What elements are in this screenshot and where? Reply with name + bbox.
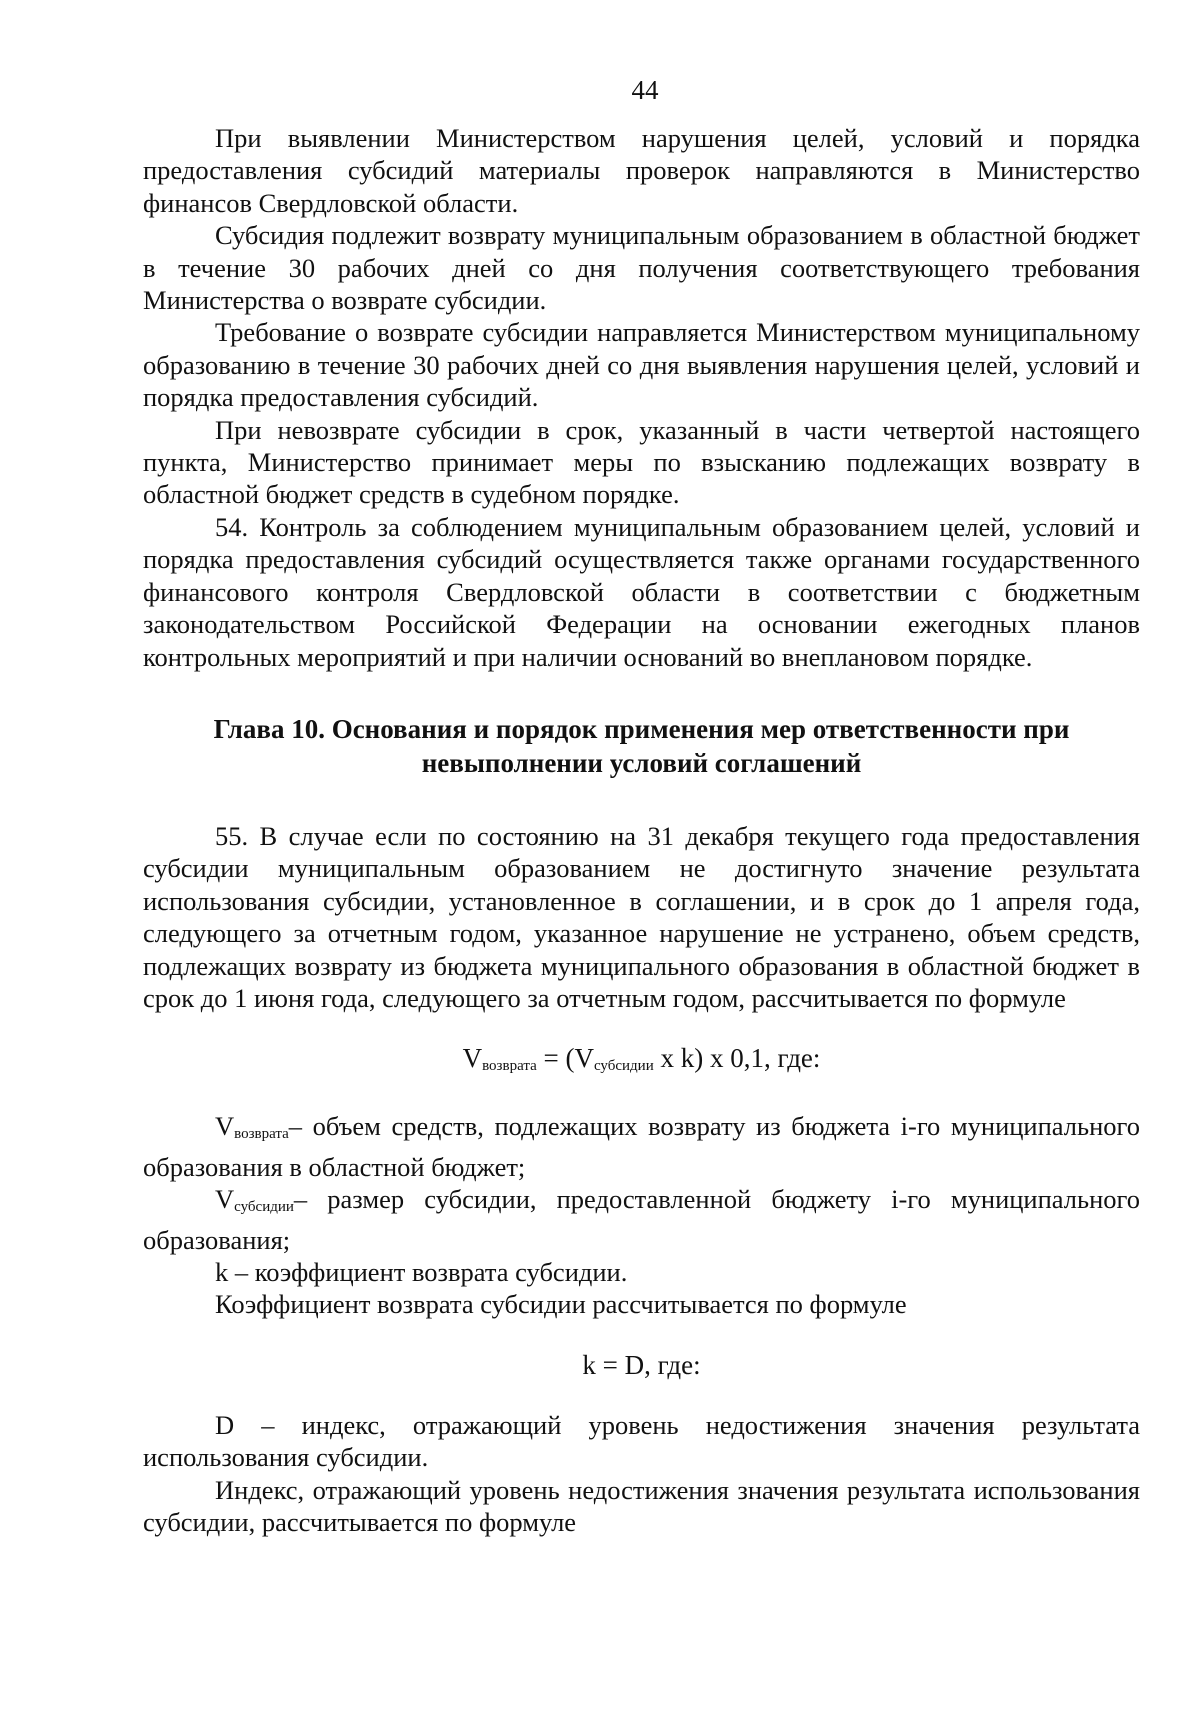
definition-symbol: V bbox=[215, 1111, 235, 1142]
document-body bbox=[143, 122, 1140, 1538]
paragraph: Субсидия подлежит возврату муниципальным образованием в областной бюджет в течение 30 рабочих дней со дня получения соответствующего требования Министерства о возврате субсидии. bbox=[143, 220, 1140, 316]
paragraph: При невозврате субсидии в срок, указанный в части четвертой настоящего пункта, Министерство принимает меры по взысканию подлежащих возврату в областной бюджет средств в судебном порядке. bbox=[143, 414, 1140, 510]
paragraph-d-intro: Индекс, отражающий уровень недостижения значения результата использования субсидии, рассчитывается по формуле bbox=[143, 1474, 1140, 1537]
page-number: 44 bbox=[631, 75, 659, 105]
chapter-heading bbox=[143, 712, 1140, 780]
paragraph-54: 54. Контроль за соблюдением муниципальным образованием целей, условий и порядка предоставления субсидий осуществляется также органами государственного финансового контроля Свердловской области в соответствии с бюджетным законодательством Российской Федерации на основании ежегодных планов контрольных мероприятий и при наличии оснований во внеплановом порядке. bbox=[143, 511, 1140, 672]
definition-v-return bbox=[143, 1110, 1140, 1183]
definition-text: – размер субсидии, предоставленной бюджету i-го муниципального образования; bbox=[143, 1184, 1140, 1255]
paragraph: При выявлении Министерством нарушения целей, условий и порядка предоставления субсидий материалы проверок направляются в Министерство финансов Свердловской области. bbox=[143, 123, 1140, 218]
formula-symbol: V bbox=[462, 1043, 483, 1074]
definition-text: – объем средств, подлежащих возврату из бюджета i-го муниципального образования в областной бюджет; bbox=[143, 1111, 1140, 1182]
chapter-heading-line: невыполнении условий соглашений bbox=[421, 747, 862, 778]
chapter-heading-line: Глава 10. Основания и порядок применения мер ответственности при bbox=[213, 713, 1070, 744]
formula-return-volume bbox=[143, 1042, 1140, 1082]
formula-subscript: возврата bbox=[482, 1058, 537, 1075]
definition-d: D – индекс, отражающий уровень недостижения значения результата использования субсидии. bbox=[143, 1409, 1140, 1473]
paragraph-55: 55. В случае если по состоянию на 31 декабря текущего года предоставления субсидии муниципальным образованием не достигнуто значение результата использования субсидии, установленное в соглашении, и в срок до 1 апреля года, следующего за отчетным годом, указанное нарушение не устранено, объем средств, подлежащих возврату из бюджета муниципального образования в областной бюджет в срок до 1 июня года, следующего за отчетным годом, рассчитывается по формуле bbox=[143, 820, 1140, 1013]
paragraph: Требование о возврате субсидии направляется Министерством муниципальному образованию в течение 30 рабочих дней со дня выявления нарушения целей, условий и порядка предоставления субсидий. bbox=[143, 317, 1140, 413]
formula-text: = (V bbox=[536, 1043, 594, 1074]
definition-subscript: субсидии bbox=[234, 1199, 294, 1216]
formula-subscript: субсидии bbox=[593, 1058, 654, 1075]
formula-k: k = D, где: bbox=[582, 1349, 701, 1380]
definition-v-subsidy bbox=[143, 1183, 1140, 1256]
formula-text: x k) x 0,1, где: bbox=[653, 1043, 821, 1074]
definition-subscript: возврата bbox=[234, 1126, 289, 1143]
paragraph-k-intro: Коэффициент возврата субсидии рассчитывается по формуле bbox=[215, 1289, 907, 1320]
definition-k: k – коэффициент возврата субсидии. bbox=[215, 1256, 628, 1287]
definition-symbol: V bbox=[215, 1184, 235, 1215]
